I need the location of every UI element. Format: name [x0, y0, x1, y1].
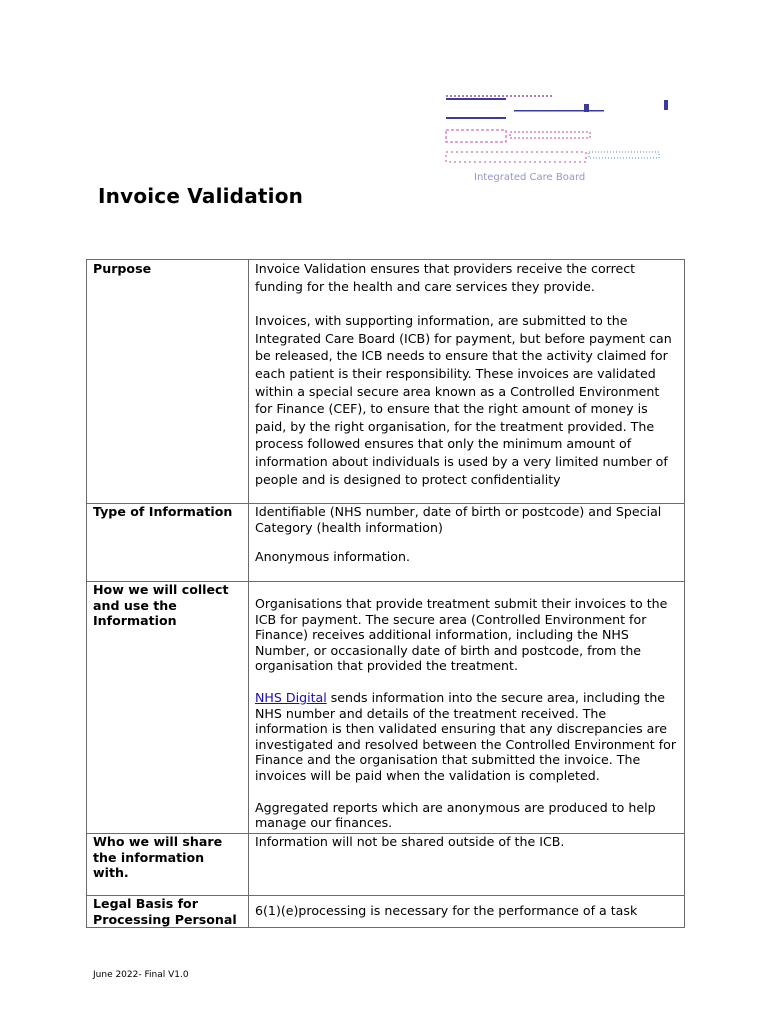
paragraph: Invoice Validation ensures that providers receive the correct funding for the health and care services they provide.: [255, 261, 636, 294]
paragraph: Information will not be shared outside of the ICB.: [255, 834, 565, 849]
logo: [444, 92, 680, 182]
paragraph: Aggregated reports which are anonymous are produced to help manage our finances.: [255, 799, 656, 831]
table-row: [87, 834, 685, 896]
row-value-collect: [249, 582, 685, 834]
paragraph: Organisations that provide treatment submit their invoices to the ICB for payment. The secure area (Controlled Environment for Finance) receives additional information, including the NHS Number, or occasionally date of birth and postcode, from the organisation that provided the treatment.: [255, 596, 668, 674]
row-label-share: Who we will share the information with.: [87, 834, 249, 896]
row-value-share: [249, 834, 685, 896]
link-continuation: sends information into the secure area, including the NHS number and details of the treatment received. The information is then validated ensuring that any discrepancies are investigated and resolved between the Controlled Environment for Finance and the organisation that submitted the invoice. The invoices will be paid when the validation is completed.: [255, 689, 677, 783]
icb-logo-image: [444, 92, 680, 182]
paragraph: Anonymous information.: [255, 549, 410, 565]
paragraph: Invoices, with supporting information, are submitted to the Integrated Care Board (ICB) for payment, but before payment can be released, the ICB needs to ensure that the activity claimed for each patient is their responsibility. These invoices are validated within a special secure area known as a Controlled Environment for Finance (CEF), to ensure that the right amount of money is paid, by the right organisation, for the treatment provided. The process followed ensures that only the minimum amount of information about individuals is used by a very limited number of people and is designed to protect confidentiality: [255, 313, 672, 487]
paragraph-with-link: [255, 690, 678, 784]
nhs-digital-link[interactable]: NHS Digital: [255, 689, 327, 705]
logo-caption: Integrated Care Board: [474, 172, 586, 182]
footer-text: June 2022- Final V1.0: [93, 970, 189, 980]
table-row: [87, 896, 685, 928]
table-row: [87, 582, 685, 834]
row-value-purpose: [249, 260, 685, 504]
info-table: [86, 259, 685, 928]
paragraph: Identifiable (NHS number, date of birth or postcode) and Special Category (health information): [255, 504, 662, 535]
row-label-type: Type of Information: [87, 504, 249, 582]
row-value-legal: [249, 896, 685, 928]
paragraph: 6(1)(e)processing is necessary for the performance of a task: [255, 903, 638, 918]
row-label-legal: Legal Basis for Processing Personal: [87, 896, 249, 928]
row-value-type: [249, 504, 685, 582]
row-label-purpose: Purpose: [87, 260, 249, 504]
page-title: Invoice Validation: [98, 184, 304, 208]
table-row: [87, 260, 685, 504]
row-label-collect: How we will collect and use the Information: [87, 582, 249, 834]
table-row: [87, 504, 685, 582]
